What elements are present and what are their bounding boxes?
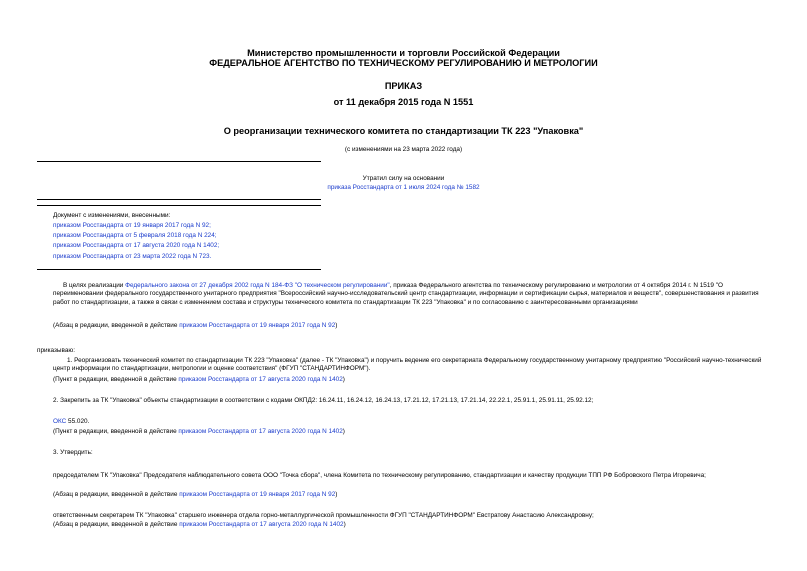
document-title: О реорганизации технического комитета по стандартизации ТК 223 "Упаковка"	[223, 126, 584, 136]
divider	[37, 205, 321, 206]
divider	[37, 199, 321, 200]
revision-link[interactable]: приказом Росстандарта от 17 августа 2020 года N 1402	[178, 428, 343, 435]
oks-line	[53, 418, 89, 426]
ministry-name: Министерство промышленности и торговли Российской Федерации	[247, 48, 560, 58]
revision-link[interactable]: приказом Росстандарта от 19 января 2017 года N 92	[179, 491, 336, 498]
changes-intro: Документ с изменениями, внесенными:	[53, 212, 171, 219]
status-text: Утратил силу на основании	[362, 175, 445, 182]
preamble-paragraph	[53, 282, 768, 307]
revision-link[interactable]: приказом Росстандарта от 19 января 2017 года N 92	[179, 322, 336, 329]
document-date: от 11 декабря 2015 года N 1551	[333, 97, 474, 107]
revision-link[interactable]: приказом Росстандарта от 17 августа 2020 года N 1402	[178, 376, 343, 383]
revision-note	[53, 491, 337, 499]
preamble-text: , совершенствования и развития работ по стандартизации, а также в связи с изменением состава и структуры технического комитета по стандартизации ТК 223 "Упаковка" и по согласованию с заинтересованными организациями	[53, 290, 759, 306]
oks-link[interactable]: ОКС	[53, 418, 67, 425]
chairman-paragraph: председателем ТК "Упаковка" Председателя наблюдательного совета ООО "Точка сбора", члена Комитета по техническому регулированию, стандартизации и качеству продукции ТПП РФ Бобровского Петра Игоревича;	[53, 472, 706, 479]
revision-link[interactable]: приказом Росстандарта от 17 августа 2020 года N 1402	[179, 521, 344, 528]
document-type: ПРИКАЗ	[384, 81, 423, 91]
note-text: (Абзац в редакции, введенной в действие	[53, 491, 180, 498]
note-text: (Абзац в редакции, введенной в действие	[53, 322, 180, 329]
preamble-text: В целях реализации	[63, 282, 126, 289]
revision-note	[53, 521, 346, 529]
note-text: )	[335, 322, 338, 329]
amended-note: (с изменениями на 23 марта 2022 года)	[344, 146, 463, 153]
note-text: (Пункт в редакции, введенной в действие	[53, 428, 179, 435]
change-link[interactable]: приказом Росстандарта от 23 марта 2022 года N 723.	[53, 253, 212, 260]
secretary-paragraph: ответственным секретарем ТК "Упаковка" старшего инженера отдела горно-металлургической промышленности ФГУП "СТАНДАРТИНФОРМ" Евстратову Анастасию Александровну;	[53, 512, 594, 519]
note-text: )	[342, 376, 345, 383]
divider	[37, 161, 321, 162]
revision-note	[53, 376, 345, 384]
note-text: )	[342, 428, 345, 435]
order-word: приказываю:	[37, 347, 75, 354]
preamble-text: , приказа Федерального агентства по техническому регулированию и метрологии от 4 октября 2014 г. N 1519 "О переименовании федерального государственного унитарного предприятия "Всероссийский научно-исследовательский центр стандартизации, информации и сертификации сырья, материалов и веществ"	[53, 282, 723, 298]
change-link[interactable]: приказом Росстандарта от 5 февраля 2018 года N 224;	[53, 232, 217, 239]
change-link[interactable]: приказом Росстандарта от 17 августа 2020 года N 1402;	[53, 242, 220, 249]
status-link[interactable]: приказа Росстандарта от 1 июля 2024 года № 1582	[327, 184, 480, 191]
note-text: )	[335, 491, 338, 498]
oks-value: 55.020.	[66, 418, 90, 425]
revision-note	[53, 322, 337, 330]
note-text: )	[343, 521, 346, 528]
item-3: 3. Утвердить:	[53, 449, 93, 456]
item-2: 2. Закрепить за ТК "Упаковка" объекты стандартизации в соответствии с кодами ОКПД2: 16.24.11, 16.24.12, 16.24.13, 17.21.12, 17.21.13, 17.21.14, 22.22.1, 25.91.1, 25.91.11, 25.92.12;	[53, 397, 594, 404]
divider	[37, 269, 321, 270]
change-link[interactable]: приказом Росстандарта от 19 января 2017 года N 92;	[53, 222, 211, 229]
note-text: (Абзац в редакции, введенной в действие	[53, 521, 180, 528]
revision-note	[53, 428, 345, 436]
note-text: (Пункт в редакции, введенной в действие	[53, 376, 179, 383]
agency-name: ФЕДЕРАЛЬНОЕ АГЕНТСТВО ПО ТЕХНИЧЕСКОМУ РЕГУЛИРОВАНИЮ И МЕТРОЛОГИИ	[209, 58, 598, 68]
law-link[interactable]: Федерального закона от 27 декабря 2002 года N 184-ФЗ "О техническом регулировании"	[125, 282, 390, 289]
item-1: 1. Реорганизовать технический комитет по стандартизации ТК 223 "Упаковка" (далее - ТК "Упаковка") и поручить ведение его секретариата Федеральному государственному унитарному предприятию "Российский научно-технический центр информации по стандартизации, метрологии и оценке соответствия" (ФГУП "СТАНДАРТИНФОРМ").	[53, 357, 762, 373]
